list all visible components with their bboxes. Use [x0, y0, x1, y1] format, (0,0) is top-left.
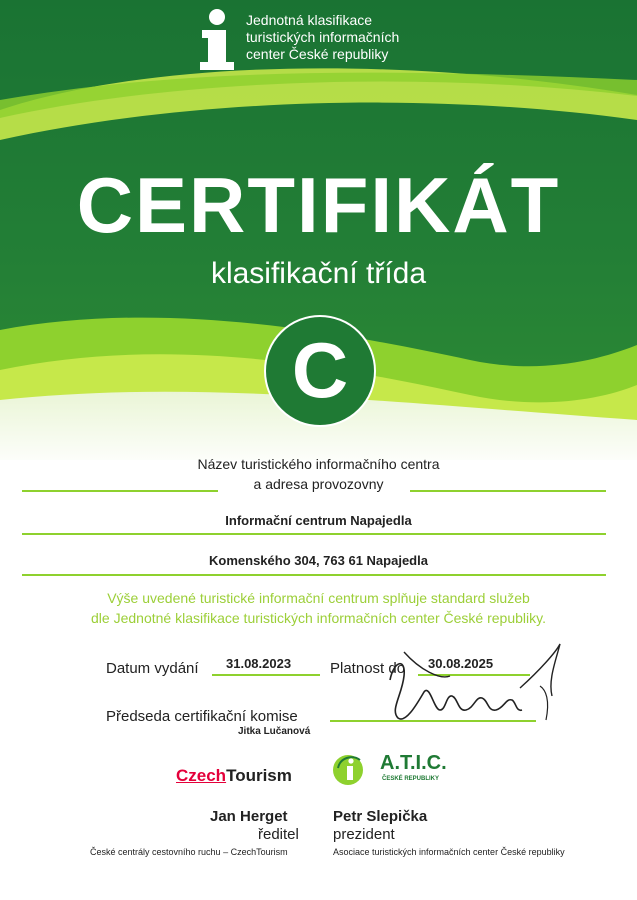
center-address: Komenského 304, 763 61 Napajedla — [209, 553, 428, 568]
right-signatory-org: Asociace turistických informačních center České republiky — [333, 847, 565, 857]
standard-line-2: dle Jednotné klasifikace turistických informačních center České republiky. — [91, 610, 546, 626]
divider-line — [22, 490, 218, 492]
scheme-line-3: center České republiky — [246, 46, 389, 62]
atic-logo-name: A.T.I.C. — [380, 752, 447, 774]
scheme-line-1: Jednotná klasifikace — [246, 12, 373, 28]
left-signatory-role: ředitel — [258, 826, 299, 843]
issued-date: 31.08.2023 — [226, 656, 292, 671]
certificate-subtitle: klasifikační třída — [210, 257, 427, 290]
scheme-line-2: turistických informačních — [246, 29, 400, 45]
committee-label: Předseda certifikační komise — [106, 708, 298, 725]
classification-scheme-name — [246, 12, 399, 63]
valid-label: Platnost do — [330, 660, 406, 677]
info-i-icon — [196, 8, 238, 70]
center-name: Informační centrum Napajedla — [225, 513, 412, 528]
czechtourism-logo — [176, 766, 292, 786]
committee-chair-name: Jitka Lučanová — [238, 726, 311, 737]
grade-badge: C — [264, 315, 376, 427]
right-signatory-name: Petr Slepička — [333, 808, 428, 825]
left-signatory-org: České centrály cestovního ruchu – CzechTourism — [90, 847, 288, 857]
certificate-title: CERTIFIKÁT — [76, 161, 561, 249]
valid-date: 30.08.2025 — [428, 656, 494, 671]
divider-line — [212, 674, 320, 676]
divider-line — [22, 533, 606, 535]
divider-line — [410, 490, 606, 492]
atic-logo-sub: ČESKÉ REPUBLIKY — [382, 776, 440, 782]
center-label-line-2: a adresa provozovny — [253, 476, 384, 492]
left-signatory-name: Jan Herget — [210, 808, 288, 825]
czechtourism-logo-czech: Czech — [176, 766, 227, 785]
signature-mark — [380, 640, 580, 730]
center-label-line-1: Název turistického informačního centra — [197, 456, 440, 472]
issued-label: Datum vydání — [106, 660, 199, 677]
czechtourism-logo-tourism: Tourism — [226, 766, 292, 785]
divider-line — [22, 574, 606, 576]
right-signatory-role: prezident — [333, 826, 395, 843]
standard-statement — [0, 588, 637, 628]
standard-line-1: Výše uvedené turistické informační centrum splňuje standard služeb — [107, 590, 530, 606]
